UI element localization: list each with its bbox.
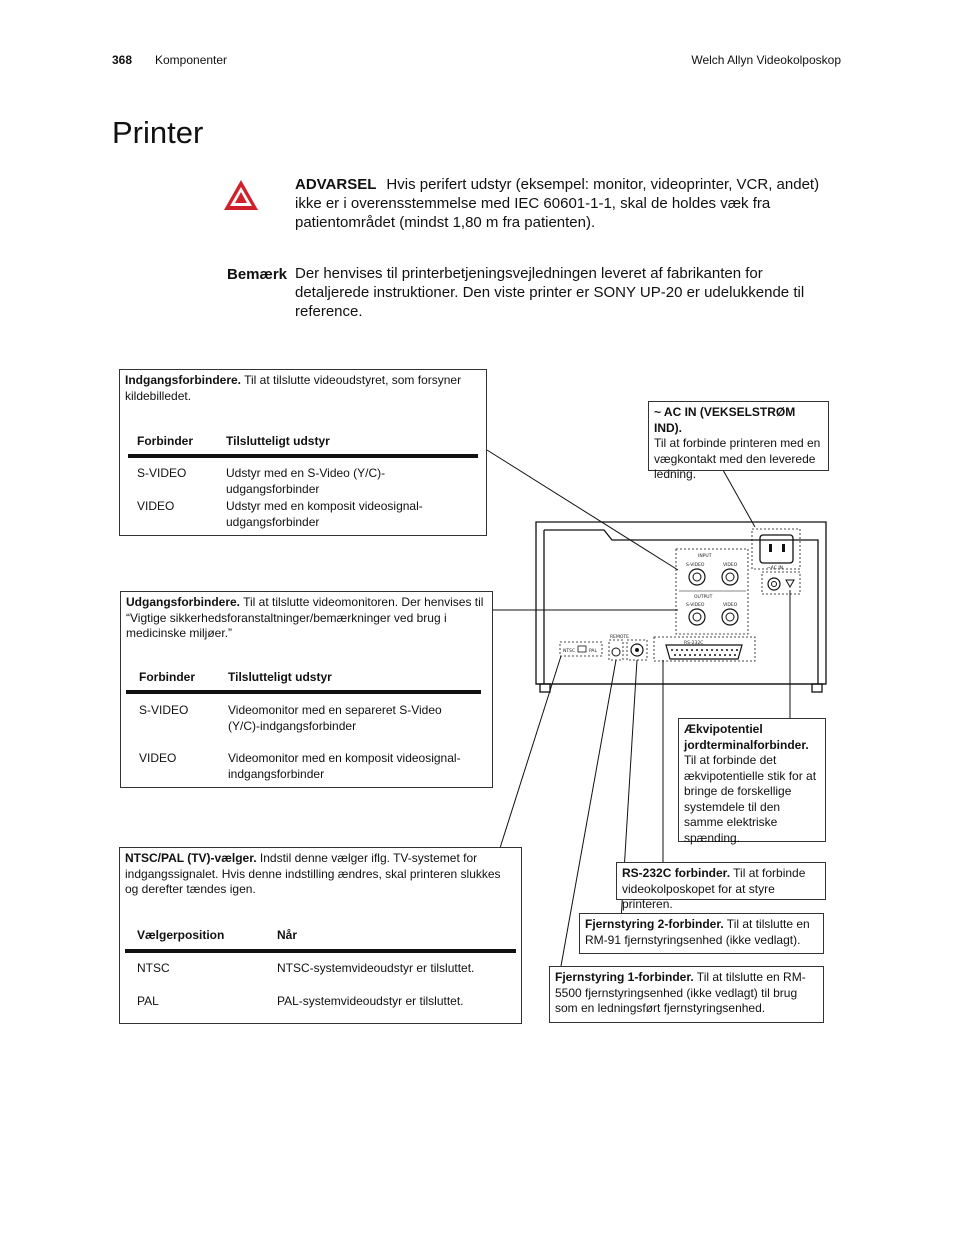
- panel-rs232c-label: RS-232C: [684, 641, 704, 646]
- panel-acin-label: ~AC IN: [767, 566, 784, 571]
- equip-box-desc: Til at forbinde det ækvipotentielle stik for at bringe de forskellige systemdele til den samme elektriske spænding.: [684, 753, 817, 845]
- warning-label: ADVARSEL: [295, 176, 377, 193]
- remote2-box-desc: Til at tilslutte en RM-91 fjernstyringsenhed (ikke vedlagt).: [585, 917, 810, 947]
- rs232c-box: [616, 862, 826, 911]
- panel-svideo-out-label: S-VIDEO: [686, 603, 705, 608]
- output-col-header-1: Forbinder: [139, 670, 195, 684]
- equipotential-box: [678, 718, 826, 845]
- warning-text: Hvis perifert udstyr (eksempel: monitor, videoprinter, VCR, andet) ikke er i overensstemmelse med IEC 60601-1-1, skal de holdes væk fra patientområdet (mindst 1,80 m fra patienten).: [295, 176, 820, 231]
- input-box-desc: Til at tilslutte videoudstyret, som forsyner kildebilledet.: [125, 373, 462, 403]
- panel-video-in-label: VIDEO: [723, 563, 738, 568]
- panel-output-label: OUTPUT: [694, 595, 713, 600]
- panel-pal-label: PAL: [589, 649, 598, 654]
- ntsc-row-0-c2: NTSC-systemvideoudstyr er tilsluttet.: [277, 961, 475, 975]
- note-label: Bemærk: [227, 266, 288, 283]
- output-row-1-c2: Videomonitor med en komposit videosignal-indgangsforbinder: [228, 751, 461, 781]
- ntsc-row-1-c2: PAL-systemvideoudstyr er tilsluttet.: [277, 994, 464, 1008]
- remote1-box-title: Fjernstyring 1-forbinder.: [555, 970, 694, 984]
- ac-box-desc: Til at forbinde printeren med en vægkontakt med den leverede ledning.: [654, 436, 821, 481]
- input-row-1-c2: Udstyr med en komposit videosignal-udgangsforbinder: [226, 499, 423, 529]
- remote1-box-desc: Til at tilslutte en RM-5500 fjernstyringsenhed (ikke vedlagt) til brug som en ledningsført fjernstyringsenhed.: [555, 970, 806, 1015]
- remote2-box-title: Fjernstyring 2-forbinder.: [585, 917, 724, 931]
- panel-remote-label: REMOTE: [610, 635, 629, 640]
- rs232-box-title: RS-232C forbinder.: [622, 866, 731, 880]
- ntsc-pal-box: [119, 847, 522, 1024]
- input-box-title: Indgangsforbindere.: [125, 373, 242, 387]
- ac-in-box: [648, 401, 829, 481]
- output-box-title: Udgangsforbindere.: [126, 595, 241, 609]
- ntsc-box-title: NTSC/PAL (TV)-vælger.: [125, 851, 257, 865]
- input-table-rule: [128, 454, 478, 458]
- output-row-0-c2: Videomonitor med en separeret S-Video (Y/C)-indgangsforbinder: [228, 703, 442, 733]
- ntsc-row-0-c1: NTSC: [137, 961, 170, 975]
- ntsc-col-header-1: Vælgerposition: [137, 928, 225, 942]
- output-connectors-box: [120, 591, 493, 788]
- ac-box-title: ~ AC IN (VEKSELSTRØM IND).: [654, 405, 796, 435]
- rs232-box-desc: Til at forbinde videokolposkopet for at styre printeren.: [622, 866, 806, 911]
- remote-2-box: [579, 913, 824, 954]
- equip-box-title: Ækvipotentiel jordterminalforbinder.: [684, 722, 809, 752]
- output-row-1-c1: VIDEO: [139, 751, 177, 765]
- ntsc-row-1-c1: PAL: [137, 994, 159, 1008]
- input-row-0-c1: S-VIDEO: [137, 466, 187, 480]
- output-table-rule: [126, 690, 481, 694]
- product-name: Welch Allyn Videokolposkop: [691, 53, 841, 67]
- input-row-1-c1: VIDEO: [137, 499, 175, 513]
- input-connectors-box: [119, 369, 487, 536]
- output-row-0-c1: S-VIDEO: [139, 703, 189, 717]
- output-box-desc: Til at tilslutte videomonitoren. Der henvises til “Vigtige sikkerhedsforanstaltninger/bemærkninger ved brug i medicinske miljøer.”: [126, 595, 484, 640]
- panel-svideo-in-label: S-VIDEO: [686, 563, 705, 568]
- input-row-0-c2: Udstyr med en S-Video (Y/C)-udgangsforbinder: [226, 466, 386, 496]
- page-number: 368: [112, 53, 133, 67]
- panel-video-out-label: VIDEO: [723, 603, 738, 608]
- input-col-header-1: Forbinder: [137, 434, 193, 448]
- note-text: Der henvises til printerbetjeningsvejledningen leveret af fabrikanten for detaljerede instruktioner. Den viste printer er SONY UP-20 er udelukkende til reference.: [295, 265, 805, 320]
- input-col-header-2: Tilslutteligt udstyr: [226, 434, 330, 448]
- ntsc-col-header-2: Når: [277, 928, 298, 942]
- panel-input-label: INPUT: [698, 554, 712, 559]
- ntsc-table-rule: [125, 949, 516, 953]
- output-col-header-2: Tilslutteligt udstyr: [228, 670, 332, 684]
- panel-ntsc-label: NTSC: [563, 649, 576, 654]
- remote-1-box: [549, 966, 824, 1023]
- ntsc-box-desc: Indstil denne vælger iflg. TV-systemet for indgangssignalet. Hvis denne indstilling ændres, skal printeren slukkes og derefter tændes igen.: [125, 851, 501, 896]
- page-title: Printer: [112, 115, 204, 150]
- section-name: Komponenter: [155, 53, 228, 67]
